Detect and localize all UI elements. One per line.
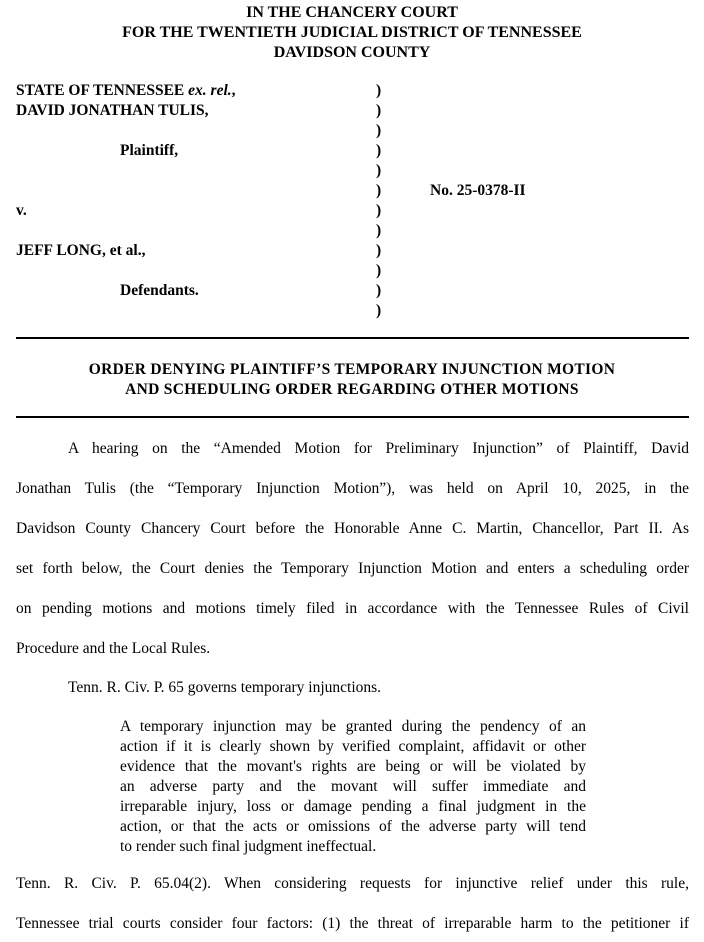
plaintiff-line-1 [16, 81, 236, 101]
court-header-line-2: FOR THE TWENTIETH JUDICIAL DISTRICT OF TENNESSEE [122, 24, 582, 41]
caption-paren: ) [376, 282, 382, 299]
quote-line: action, or that the acts or omissions of the adverse party will tend [120, 818, 586, 835]
caption-paren: ) [376, 102, 382, 119]
caption-paren: ) [376, 262, 382, 279]
quote-line: A temporary injunction may be granted during the pendency of an [120, 718, 586, 735]
caption-paren: ) [376, 242, 382, 259]
text-line: Jonathan Tulis (the “Temporary Injunction Motion”), was held on April 10, 2025, in the [16, 480, 689, 497]
order-title-line-1: ORDER DENYING PLAINTIFF’S TEMPORARY INJUNCTION MOTION [88, 361, 616, 378]
caption-paren: ) [376, 202, 382, 219]
text-line: on pending motions and motions timely filed in accordance with the Tennessee Rules of Civil [16, 600, 689, 617]
text-line: A hearing on the “Amended Motion for Preliminary Injunction” of Plaintiff, David [68, 440, 689, 457]
caption-paren: ) [376, 302, 382, 319]
versus: v. [16, 202, 27, 219]
plaintiff-ex-rel: ex. rel. [188, 82, 232, 99]
plaintiff-label: Plaintiff, [120, 142, 179, 159]
court-header-line-3: DAVIDSON COUNTY [273, 44, 431, 61]
quote-line: irreparable injury, loss or damage pending a final judgment in the [120, 798, 586, 815]
case-number: No. 25-0378-II [430, 182, 526, 199]
quote-line: evidence that the movant's rights are being or will be violated by [120, 758, 586, 775]
text-line: Davidson County Chancery Court before the Honorable Anne C. Martin, Chancellor, Part II. As [16, 520, 689, 537]
defendant-label: Defendants. [120, 282, 199, 299]
text-line: Tenn. R. Civ. P. 65 governs temporary injunctions. [68, 679, 382, 696]
caption-paren: ) [376, 142, 382, 159]
text-line: Tenn. R. Civ. P. 65.04(2). When considering requests for injunctive relief under this rule, [16, 875, 689, 892]
plaintiff-comma: , [231, 82, 236, 99]
divider-top [16, 337, 689, 339]
caption-paren: ) [376, 222, 382, 239]
order-title-line-2: AND SCHEDULING ORDER REGARDING OTHER MOTIONS [125, 381, 579, 398]
court-header-line-1: IN THE CHANCERY COURT [246, 4, 458, 21]
caption-paren: ) [376, 162, 382, 179]
order-title [0, 360, 704, 400]
quote-line: action if it is clearly shown by verified complaint, affidavit or other [120, 738, 586, 755]
court-header [0, 3, 704, 63]
caption-paren: ) [376, 82, 382, 99]
text-line: set forth below, the Court denies the Temporary Injunction Motion and enters a scheduling order [16, 560, 689, 577]
text-line: Procedure and the Local Rules. [16, 640, 211, 657]
divider-bottom [16, 416, 689, 418]
defendant-name: JEFF LONG, et al., [16, 242, 146, 259]
plaintiff-state: STATE OF TENNESSEE [16, 82, 189, 99]
caption-paren: ) [376, 122, 382, 139]
text-line: Tennessee trial courts consider four factors: (1) the threat of irreparable harm to the petitioner if [16, 915, 689, 932]
quote-line: to render such final judgment ineffectual. [120, 838, 377, 855]
quote-line: an adverse party and the movant will suffer immediate and [120, 778, 586, 795]
plaintiff-line-2: DAVID JONATHAN TULIS, [16, 102, 209, 119]
caption-paren: ) [376, 182, 382, 199]
